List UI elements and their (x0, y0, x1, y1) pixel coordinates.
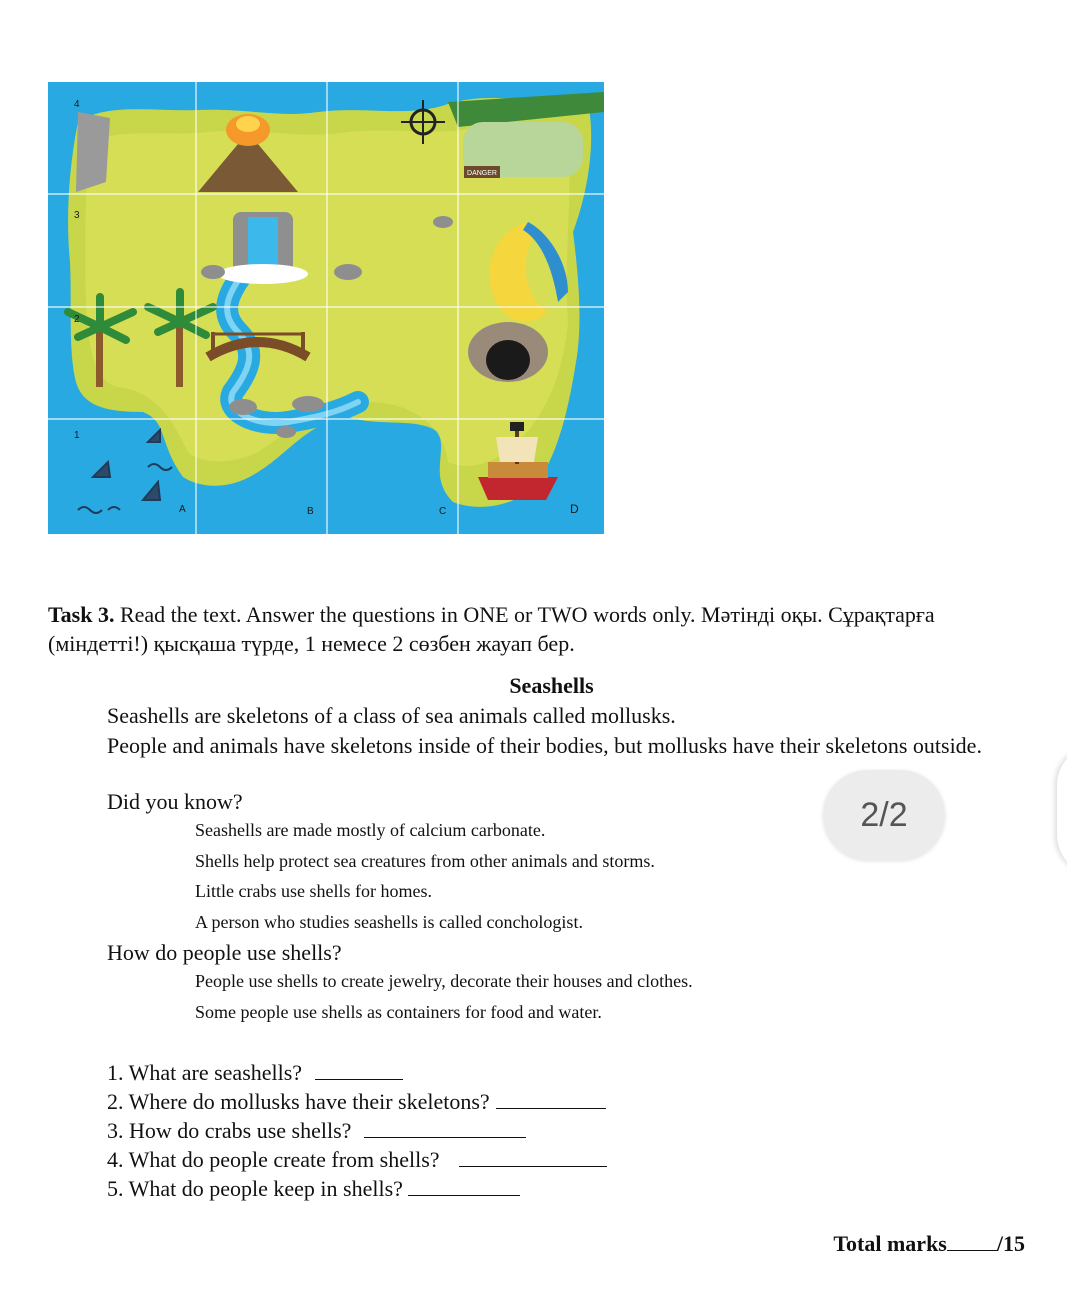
answer-blank (364, 1117, 526, 1138)
use-item: People use shells to create jewelry, decorate their houses and clothes. (195, 971, 693, 991)
question-3 (107, 1117, 526, 1144)
article-paragraph-2: People and animals have skeletons inside of their bodies, but mollusks have their skeletons outside. (107, 733, 982, 758)
danger-sign-text: DANGER (467, 170, 497, 177)
question-text: 5. What do people keep in shells? (107, 1176, 403, 1201)
col-label-a: A (179, 504, 186, 515)
question-5 (107, 1175, 520, 1202)
fact-item: Little crabs use shells for homes. (195, 881, 432, 901)
treasure-map (48, 82, 604, 534)
use-item: Some people use shells as containers for food and water. (195, 1002, 602, 1022)
fact-item: Seashells are made mostly of calcium carbonate. (195, 820, 546, 840)
answer-blank (315, 1059, 403, 1080)
article-paragraph-1: Seashells are skeletons of a class of sea animals called mollusks. (107, 703, 676, 728)
task-instruction (48, 600, 1038, 658)
question-text: 1. What are seashells? (107, 1060, 303, 1085)
total-marks-max: /15 (996, 1231, 1025, 1256)
question-2 (107, 1088, 606, 1115)
total-marks-blank (947, 1230, 997, 1251)
task-instruction-text: Read the text. Answer the questions in ONE or TWO words only. Мәтінді оқы. Сұрақтарға (міндетті!) қысқаша түрде, 1 немесе 2 сөзбен жауап бер. (48, 602, 935, 656)
article-title: Seashells (509, 673, 594, 698)
row-label-4: 4 (74, 99, 80, 110)
total-marks-label: Total marks (833, 1231, 947, 1256)
question-4 (107, 1146, 607, 1173)
answer-blank (408, 1175, 520, 1196)
page-indicator: 2/2 (823, 770, 945, 860)
col-label-b: B (307, 506, 314, 517)
col-label-c: C (439, 506, 447, 517)
how-use-heading: How do people use shells? (107, 940, 342, 965)
question-text: 3. How do crabs use shells? (107, 1118, 352, 1143)
did-you-know-heading: Did you know? (107, 789, 243, 814)
row-label-2: 2 (74, 314, 80, 325)
task-label: Task 3. (48, 602, 115, 627)
answer-blank (459, 1146, 607, 1167)
question-text: 4. What do people create from shells? (107, 1147, 440, 1172)
question-text: 2. Where do mollusks have their skeletons? (107, 1089, 490, 1114)
fact-item: A person who studies seashells is called conchologist. (195, 912, 583, 932)
total-marks (833, 1230, 1025, 1257)
row-label-1: 1 (74, 430, 80, 441)
row-label-3: 3 (74, 210, 80, 221)
fact-item: Shells help protect sea creatures from other animals and storms. (195, 851, 655, 871)
col-label-d: D (570, 502, 579, 516)
question-1 (107, 1059, 403, 1086)
answer-blank (496, 1088, 606, 1109)
side-scroll-handle[interactable] (1057, 745, 1067, 875)
